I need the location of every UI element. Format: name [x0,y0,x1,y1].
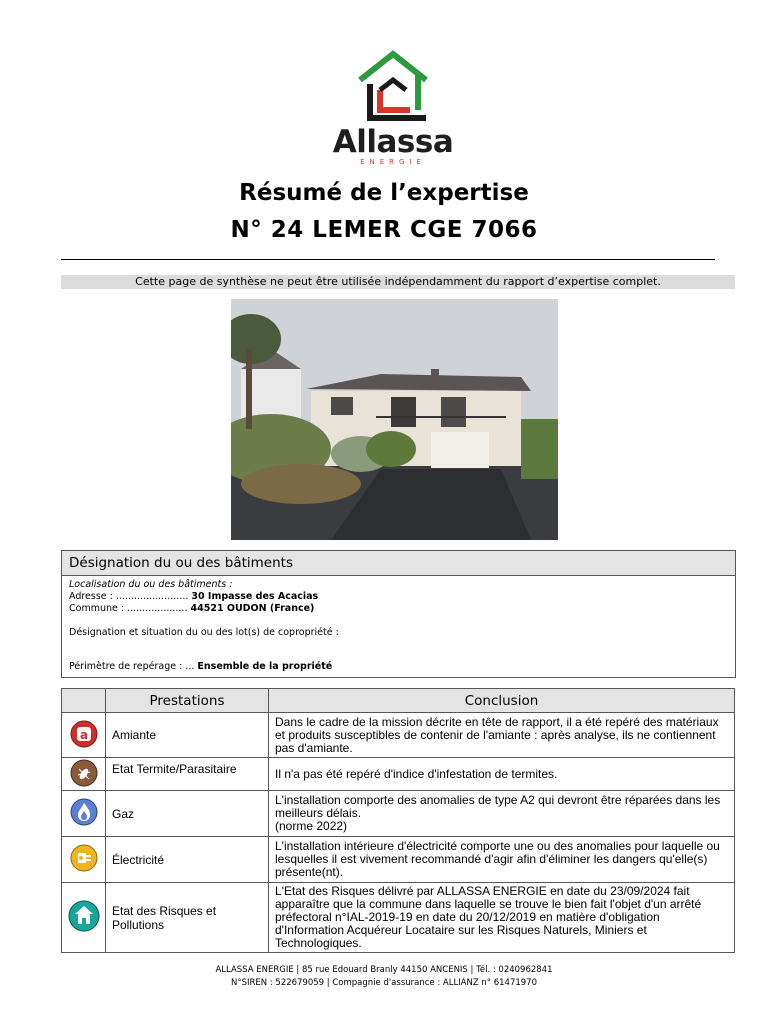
row-icon-cell [62,758,106,791]
gas-flame-icon [70,798,98,826]
icon-column-header [62,689,106,713]
conclusion-header: Conclusion [269,689,735,713]
lots-label: Désignation et situation du ou des lot(s) de copropriété : [69,627,339,638]
footer-company-info: ALLASSA ENERGIE | 85 rue Edouard Branly 44150 ANCENIS | Tél. : 0240962841 [215,965,553,975]
row-name: Gaz [106,791,269,837]
perimeter-label: Périmètre de repérage : ... [69,661,195,672]
company-logo [328,50,458,168]
table-header-row [62,689,735,713]
row-icon-cell [62,837,106,883]
commune-value: 44521 OUDON (France) [190,603,315,614]
table-row [62,758,735,791]
table-row [62,883,735,953]
electric-plug-icon [70,844,98,872]
row-conclusion: L'Etat des Risques délivré par ALLASSA ENERGIE en date du 23/09/2024 fait apparaître que la commune dans laquelle se trouve le bien fait l'objet d'un arrêté préfectoral n°IAL-2019-19 en date du 20/12/2019 en matière d'obligation d'Information Acquéreur Locataire sur les Risques Naturels, Miniers et Technologiques. [269,883,735,953]
row-name: Etat Termite/Parasitaire [106,758,269,791]
designation-heading: Désignation du ou des bâtiments [62,551,735,576]
svg-text:a: a [79,727,88,742]
address-label: Adresse : ........................ [69,591,189,602]
address-row [69,591,318,602]
table-row [62,791,735,837]
row-name: Etat des Risques et Pollutions [106,883,269,953]
row-icon-cell [62,713,106,758]
address-value: 30 Impasse des Acacias [191,591,319,602]
page-title: Résumé de l’expertise [239,180,529,206]
property-photo [231,299,558,540]
house-logo-icon [356,50,430,122]
perimeter-value: Ensemble de la propriété [197,661,333,672]
brand-name: Allassa [332,124,454,160]
title-divider [61,259,715,260]
synthesis-notice: Cette page de synthèse ne peut être utilisée indépendamment du rapport d’expertise complet. [61,275,735,289]
row-conclusion: L'installation comporte des anomalies de type A2 qui devront être réparées dans les meilleurs délais. (norme 2022) [269,791,735,837]
brand-subtitle: ENERGIE [360,158,426,166]
risk-house-icon [68,900,100,932]
row-icon-cell [62,883,106,953]
prestations-header: Prestations [106,689,269,713]
row-conclusion: Il n'a pas été repéré d'indice d'infestation de termites. [269,758,735,791]
location-title: Localisation du ou des bâtiments : [69,579,233,590]
commune-label: Commune : .................... [69,603,188,614]
report-number: N° 24 LEMER CGE 7066 [230,217,538,243]
building-designation-panel [61,550,736,678]
services-table [61,688,735,953]
row-name: Amiante [106,713,269,758]
table-row [62,713,735,758]
row-name: Électricité [106,837,269,883]
row-conclusion: L'installation intérieure d'électricité comporte une ou des anomalies pour laquelle ou lesquelles il est vivement recommandé d'agir afin d'éliminer les dangers qu'elle(s) présente(nt). [269,837,735,883]
asbestos-icon [70,720,98,748]
commune-row [69,603,314,614]
perimeter-row [69,661,332,672]
termite-icon [70,759,98,787]
table-row [62,837,735,883]
footer-registration-info: N°SIREN : 522679059 | Compagnie d'assurance : ALLIANZ n° 61471970 [231,978,537,988]
row-conclusion: Dans le cadre de la mission décrite en tête de rapport, il a été repéré des matériaux et produits susceptibles de contenir de l'amiante : après analyse, ils ne contiennent pas d'amiante. [269,713,735,758]
row-icon-cell [62,791,106,837]
